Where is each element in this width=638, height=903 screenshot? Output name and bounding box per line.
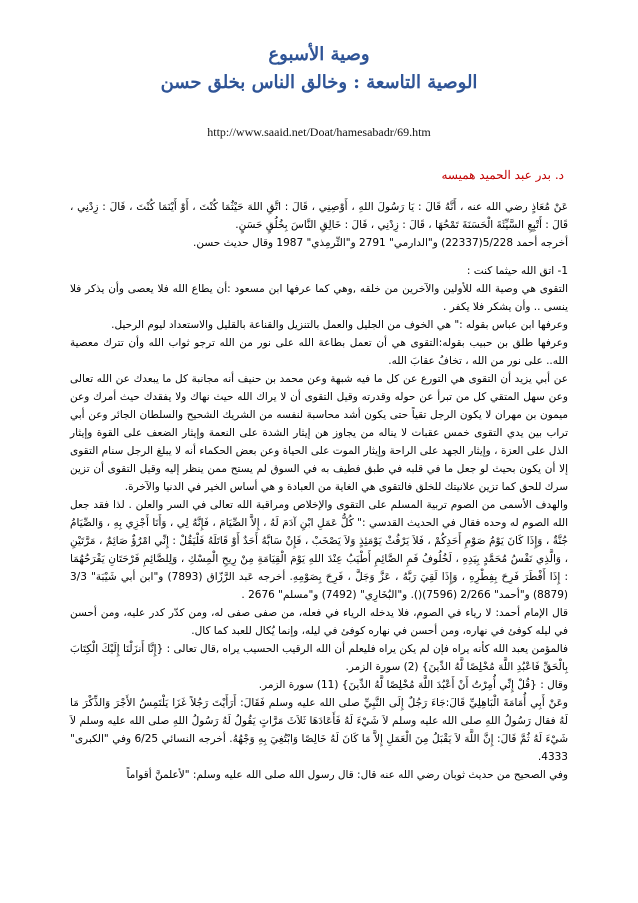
paragraph: وعرفها طلق بن حبيب بقوله:التقوى هي أن تعمل بطاعة الله على نور من الله ترجو ثواب الله وأن تترك معصية الله.. على نور من الله ، تخافُ عقابَ الله.	[70, 337, 568, 367]
paragraph: عن أبي يزيد أن التقوى هي التورع عن كل ما فيه شبهة وعن محمد بن حنيف أنه مجانبة كل ما يبعدك عن الله تعالى وعن سهل المتقي كل من تبرأ عن حوله وقدرته وقيل التقوى أن لا يراك الله حيث نهاك ولا يفقدك حيث أمرك وعن ميمون بن مهران لا يكون الرجل تقياً حتى يكون أشد محاسبة لنفسه من الشريك الشحيح والسلطان الجائر وعن أبي تراب بين يدي التقوى خمس عقبات لا يناله من يجاوز هن إيثار الشدة على النعمة وإيثار الضعف على القوة وإيثار الذل على العزة ، وإيثار الجهد على الراحة وإيثار الموت على الحياة وعن بعض الحكماء أنه لا يبلغ الرجل سنام التقوى إلا أن يكون بحيث لو جعل ما في قلبه في طبق فطيف به في السوق لم يستح ممن ينظر إليه وقيل التقوى أن تزين سرك للحق كما تزين علانيتك للخلق فالتقوى هي الغاية من العبادة و هي أساس الخير في الدنيا والآخرة.	[70, 373, 568, 493]
paragraph: فالمؤمن يعبد الله كأنه يراه فإن لم يكن يراه فليعلم أن الله الرقيب الحسيب يراه ,قال تعالى : {إِنَّا أَنزَلْنَا إِلَيْكَ الْكِتَابَ بِالْحَقِّ فَاعْبُدِ اللَّهَ مُخْلِصًا لَّهُ الدِّينَ} (2) سورة الزمر.	[70, 643, 568, 673]
author-name: د. بدر عبد الحميد هميسه	[441, 168, 564, 182]
paragraph: وقال : {قُلْ إِنِّي أُمِرْتُ أَنْ أَعْبُدَ اللَّهَ مُخْلِصًا لَّهُ الدِّينَ} (11) سورة الزمر.	[258, 679, 568, 691]
article-body	[70, 198, 568, 784]
page-subtitle: الوصية التاسعة : وخالق الناس بخلق حسن	[160, 72, 478, 93]
section-heading: 1- اتق الله حيثما كنت :	[466, 265, 568, 277]
source-url[interactable]: http://www.saaid.net/Doat/hamesabadr/69.htm	[207, 125, 431, 139]
hadith-source: أخرجه أحمد 5/228(22337) و"الدارمي" 2791 و"التِّرمِذي" 1987 وقال حديث حسن.	[193, 237, 568, 249]
paragraph: وعَنْ أَبِي أُمَامَةَ الْبَاهِلِيِّ قَالَ:جَاءَ رَجُلٌ إِلَى النَّبِيِّ صلى الله عليه وسلم فَقَالَ: أَرَأَيْتَ رَجُلاً غَزَا يَلْتَمِسُ الأَجْرَ وَالذِّكْرَ مَا لَهُ فقال رَسُولُ اللهِ صلى الله عليه وسلم لاَ شَيْءَ لَهُ فَأَعَادَهَا ثَلاَثَ مَرَّاتٍ يَقُولُ لَهُ رَسُولُ اللهِ صلى الله عليه وسلم لاَ شَيْءَ لَهُ ثُمَّ قَالَ: إِنَّ اللَّهَ لاَ يَقْبَلُ مِنَ الْعَمَلِ إِلاَّ مَا كَانَ لَهُ خَالِصًا وَابْتُغِيَ بِهِ وَجْهُهُ. أخرجه النسائي 6/25 وفي "الكبرى" 4333.	[70, 697, 568, 763]
hadith-text: عَنْ مُعَاذٍ رضي الله عنه ، أَنَّهُ قَالَ : يَا رَسُولَ اللهِ ، أَوْصِنِي ، قَالَ : اتَّقِ اللهَ حَيْثُمَا كُنْتَ ، أَوْ أَيْنَمَا كُنْتَ ، قَالَ : زِدْنِي ، قَالَ : أَتْبِعِ السَّيِّئَةَ الْحَسَنَةَ تَمْحُهَا ، قَالَ : زِدْنِي ، قَالَ : خَالِقِ النَّاسَ بِخُلُقٍ حَسَنٍ.	[70, 201, 568, 231]
paragraph: والهدف الأسمى من الصوم تربية المسلم على التقوى والإخلاص ومراقبة الله تعالى في السر والعلن . لذا فقد جعل الله الصوم له وحده فقال في الحديث القدسي :" كُلُّ عَمَلِ ابْنِ آدَمَ لَهُ ، إِلاَّ الصِّيَامَ ، فَإِنَّهُ لِي ، وَأَنَا أَجْزِي بِهِ ، وَالصِّيَامُ جُنَّةٌ ، وَإِذَا كَانَ يَوْمُ صَوْمِ أَحَدِكُمْ ، فَلاَ يَرْفُثْ يَوْمَئِذٍ وَلاَ يَصْخَبْ ، فَإِنْ سَابَّهُ أَحَدٌ أَوْ قَاتَلَهُ فَلْيَقُلْ : إِنِّي امْرُؤٌ صَائِمٌ ، مَرَّتَيْنِ ، وَالَّذِي نَفْسُ مُحَمَّدٍ بِيَدِهِ ، لَخُلُوفُ فَمِ الصَّائِمِ أَطْيَبُ عِنْدَ اللهِ يَوْمَ الْقِيَامَةِ مِنْ رِيحِ الْمِسْكِ ، وَلِلصَّائِمِ فَرْحَتَانِ يَفْرَحُهُمَا : إِذَا أَفْطَرَ فَرِحَ بِفِطْرِهِ ، وَإِذَا لَقِيَ رَبَّهُ ، عَزَّ وَجَلَّ ، فَرِحَ بِصَوْمِهِ. أخرجه عَبد الرَّزّاق (7893) و"ابن أبي شَيْبَة" 3/3 (8879) و"أحمد" 2/266 (7596)(). و"البُخَارِي" (7492) و"مسلم" 2676 .	[70, 499, 568, 601]
paragraph: وفي الصحيح من حديث ثوبان رضي الله عنه قال: قال رسول الله صلى الله عليه وسلم: "لأعلمنَّ أقواماً	[126, 769, 568, 781]
paragraph: وعرفها ابن عباس بقوله :" هي الخوف من الجليل والعمل بالتنزيل والقناعة بالقليل والاستعداد ليوم الرحيل.	[111, 319, 568, 331]
paragraph: التقوى هي وصية الله للأولين والآخرين من خلقه ,وهي كما عرفها ابن مسعود :أن يطاع الله فلا يعصى وأن يذكر فلا ينسى .. وأن يشكر فلا يكفر .	[70, 283, 568, 313]
page-title: وصية الأسبوع	[268, 44, 370, 65]
paragraph: قال الإمام أحمد: لا رياء في الصوم، فلا يدخله الرياء في فعله، من صفى صفى له، ومن كدّر كدر عليه، ومن أحسن في ليله كوفئ في نهاره، ومن أحسن في نهاره كوفئ في ليله، وإنما يُكال للعبد كما كال.	[70, 607, 568, 637]
